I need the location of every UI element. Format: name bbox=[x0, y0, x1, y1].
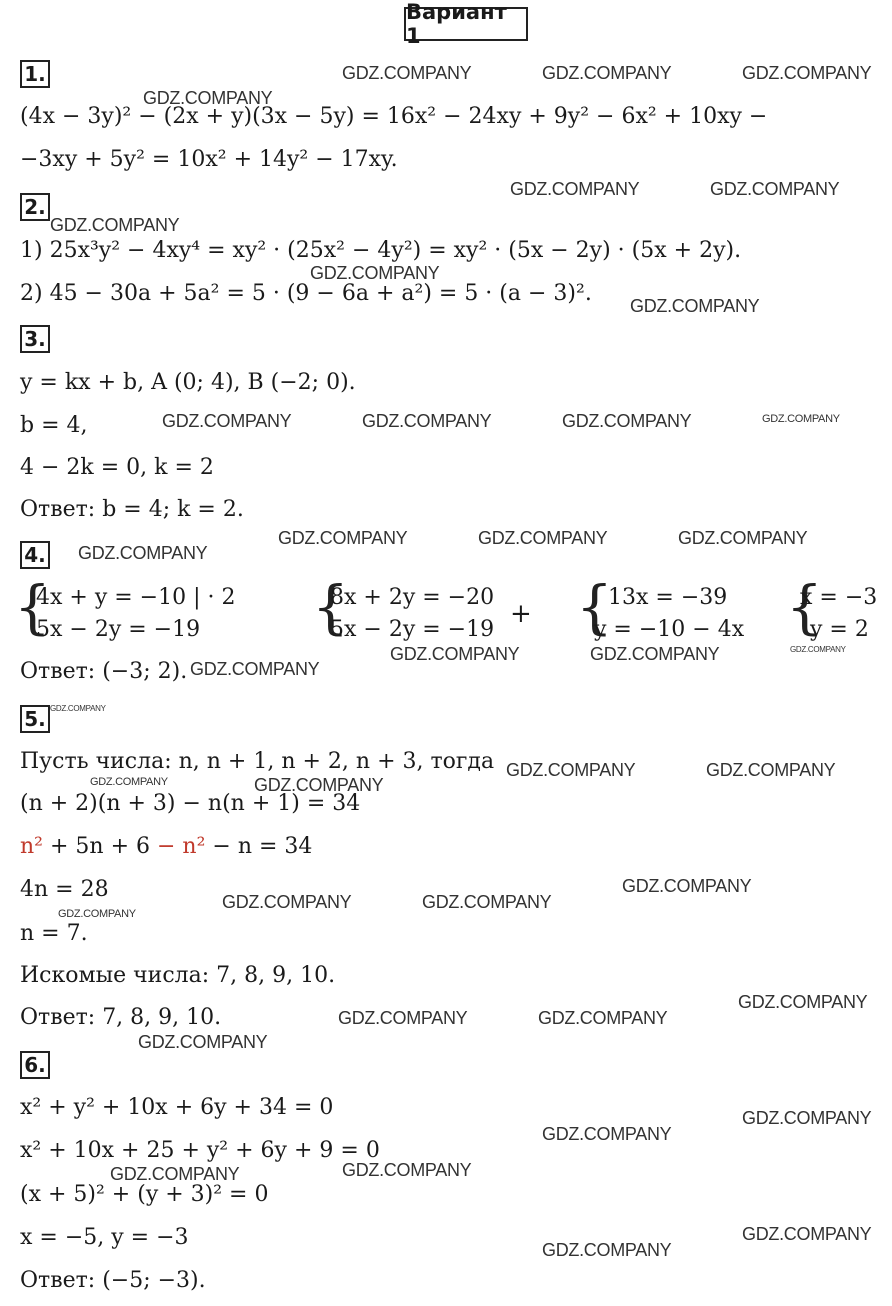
system-4-bottom: y = 2 bbox=[810, 617, 869, 642]
task-2-number: 2. bbox=[20, 193, 50, 221]
watermark: GDZ.COMPANY bbox=[678, 528, 808, 548]
watermark: GDZ.COMPANY bbox=[510, 179, 640, 199]
watermark: GDZ.COMPANY bbox=[762, 413, 840, 425]
watermark: GDZ.COMPANY bbox=[478, 528, 608, 548]
task-5-line-5: n = 7. bbox=[20, 921, 88, 946]
task-5-line-6: Искомые числа: 7, 8, 9, 10. bbox=[20, 963, 336, 988]
watermark: GDZ.COMPANY bbox=[390, 644, 520, 664]
watermark: GDZ.COMPANY bbox=[562, 411, 692, 431]
watermark: GDZ.COMPANY bbox=[790, 645, 846, 654]
watermark: GDZ.COMPANY bbox=[342, 1160, 472, 1180]
watermark: GDZ.COMPANY bbox=[278, 528, 408, 548]
watermark: GDZ.COMPANY bbox=[310, 263, 440, 283]
system-3-top: 13x = −39 bbox=[608, 585, 728, 610]
watermark: GDZ.COMPANY bbox=[338, 1008, 468, 1028]
task-5-line-3 bbox=[20, 833, 312, 861]
task-3-answer: Ответ: b = 4; k = 2. bbox=[20, 497, 244, 522]
cancelled-term-1: n² bbox=[20, 834, 43, 859]
watermark: GDZ.COMPANY bbox=[50, 215, 180, 235]
watermark: GDZ.COMPANY bbox=[622, 876, 752, 896]
task-1-number: 1. bbox=[20, 60, 50, 88]
task-3-line-1: y = kx + b, A (0; 4), B (−2; 0). bbox=[20, 370, 356, 395]
task-2-line-2: 2) 45 − 30a + 5a² = 5 · (9 − 6a + a²) = 5 · (a − 3)². bbox=[20, 281, 592, 306]
task-6-line-1: x² + y² + 10x + 6y + 34 = 0 bbox=[20, 1095, 334, 1120]
watermark: GDZ.COMPANY bbox=[78, 543, 208, 563]
watermark: GDZ.COMPANY bbox=[538, 1008, 668, 1028]
watermark: GDZ.COMPANY bbox=[742, 1224, 872, 1244]
brace-4: { bbox=[786, 573, 823, 641]
task-6-line-2: x² + 10x + 25 + y² + 6y + 9 = 0 bbox=[20, 1138, 380, 1163]
system-4 bbox=[800, 582, 877, 646]
task-6-line-4: x = −5, y = −3 bbox=[20, 1225, 189, 1250]
task-3-line-2: b = 4, bbox=[20, 413, 88, 438]
watermark: GDZ.COMPANY bbox=[222, 892, 352, 912]
brace-3: { bbox=[576, 573, 613, 641]
watermark: GDZ.COMPANY bbox=[542, 1124, 672, 1144]
watermark: GDZ.COMPANY bbox=[58, 908, 136, 920]
system-4-top: x = −3 bbox=[800, 585, 878, 610]
task-6-number: 6. bbox=[20, 1051, 50, 1079]
watermark: GDZ.COMPANY bbox=[706, 760, 836, 780]
watermark: GDZ.COMPANY bbox=[143, 88, 273, 108]
task-6-line-3: (x + 5)² + (y + 3)² = 0 bbox=[20, 1182, 269, 1207]
system-1-top: 4x + y = −10 | · 2 bbox=[36, 585, 236, 610]
watermark: GDZ.COMPANY bbox=[110, 1164, 240, 1184]
system-1 bbox=[36, 582, 235, 646]
watermark: GDZ.COMPANY bbox=[630, 296, 760, 316]
watermark: GDZ.COMPANY bbox=[342, 63, 472, 83]
watermark: GDZ.COMPANY bbox=[162, 411, 292, 431]
task-5-line-4: 4n = 28 bbox=[20, 877, 109, 902]
middle-terms: + 5n + 6 bbox=[43, 834, 157, 859]
task-4-number: 4. bbox=[20, 541, 50, 569]
system-2-bottom: 5x − 2y = −19 bbox=[330, 617, 495, 642]
brace-2: { bbox=[312, 573, 349, 641]
task-6-answer: Ответ: (−5; −3). bbox=[20, 1268, 206, 1293]
task-1-line-2: −3xy + 5y² = 10x² + 14y² − 17xy. bbox=[20, 147, 398, 172]
end-terms: − n = 34 bbox=[205, 834, 313, 859]
system-2 bbox=[330, 582, 494, 646]
task-2-line-1: 1) 25x³y² − 4xy⁴ = xy² · (25x² − 4y²) = xy² · (5x − 2y) · (5x + 2y). bbox=[20, 238, 742, 263]
watermark: GDZ.COMPANY bbox=[190, 659, 320, 679]
page-title: Вариант 1 bbox=[404, 7, 528, 41]
task-5-line-2: (n + 2)(n + 3) − n(n + 1) = 34 bbox=[20, 791, 361, 816]
watermark: GDZ.COMPANY bbox=[362, 411, 492, 431]
watermark: GDZ.COMPANY bbox=[138, 1032, 268, 1052]
watermark: GDZ.COMPANY bbox=[542, 1240, 672, 1260]
task-3-line-3: 4 − 2k = 0, k = 2 bbox=[20, 455, 214, 480]
task-5-number: 5. bbox=[20, 705, 50, 733]
watermark: GDZ.COMPANY bbox=[506, 760, 636, 780]
system-2-top: 8x + 2y = −20 bbox=[330, 585, 495, 610]
plus-sign: + bbox=[510, 599, 532, 629]
watermark: GDZ.COMPANY bbox=[710, 179, 840, 199]
watermark: GDZ.COMPANY bbox=[742, 1108, 872, 1128]
task-5-line-1: Пусть числа: n, n + 1, n + 2, n + 3, тогда bbox=[20, 749, 495, 774]
watermark: GDZ.COMPANY bbox=[742, 63, 872, 83]
system-3 bbox=[594, 582, 744, 646]
watermark: GDZ.COMPANY bbox=[254, 775, 384, 795]
watermark: GDZ.COMPANY bbox=[590, 644, 720, 664]
watermark: GDZ.COMPANY bbox=[90, 776, 168, 788]
task-4-answer: Ответ: (−3; 2). bbox=[20, 659, 188, 684]
task-1-line-1: (4x − 3y)² − (2x + y)(3x − 5y) = 16x² − 24xy + 9y² − 6x² + 10xy − bbox=[20, 104, 768, 129]
task-3-number: 3. bbox=[20, 325, 50, 353]
watermark: GDZ.COMPANY bbox=[50, 704, 106, 713]
cancelled-term-2: − n² bbox=[157, 834, 206, 859]
brace-1: { bbox=[14, 573, 51, 641]
watermark: GDZ.COMPANY bbox=[542, 63, 672, 83]
watermark: GDZ.COMPANY bbox=[422, 892, 552, 912]
system-1-bottom: 5x − 2y = −19 bbox=[36, 617, 201, 642]
task-5-answer: Ответ: 7, 8, 9, 10. bbox=[20, 1005, 222, 1030]
system-3-bottom: y = −10 − 4x bbox=[594, 617, 745, 642]
watermark: GDZ.COMPANY bbox=[738, 992, 868, 1012]
